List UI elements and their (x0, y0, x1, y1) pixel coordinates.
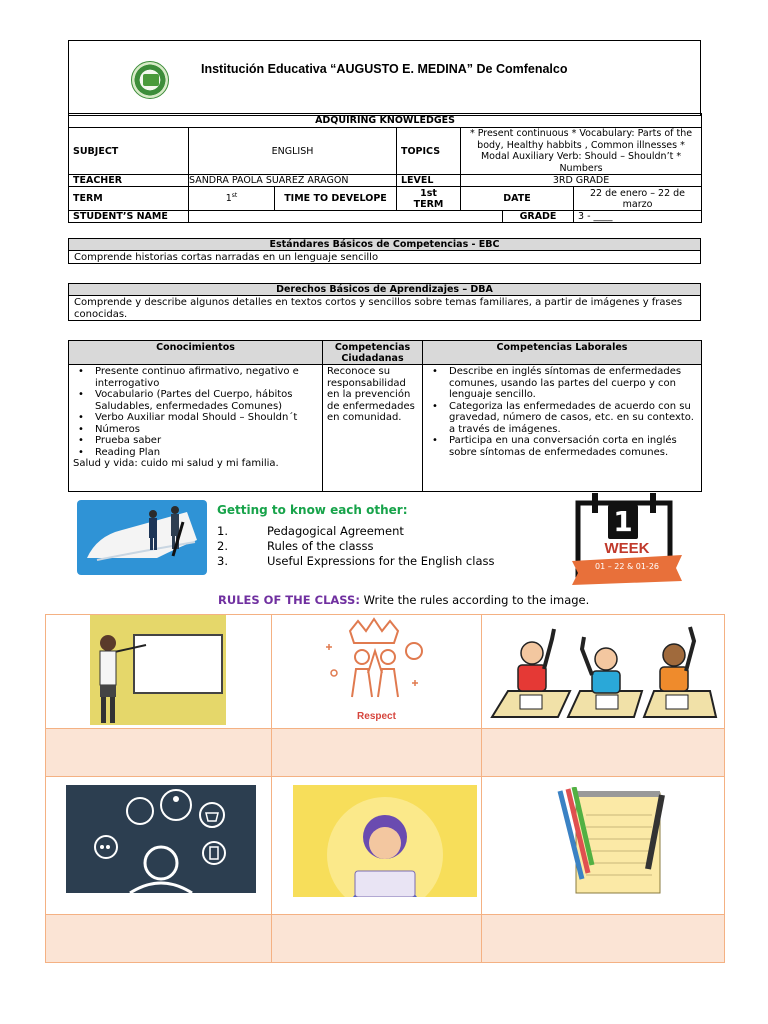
conocimientos-item: • Prueba saber (73, 435, 318, 447)
week-number: 1 (608, 505, 638, 539)
dba-text: Comprende y describe algunos detalles en textos cortos y sencillos sobre temas familiares, a partir de imágenes y frases conocidas. (68, 296, 701, 321)
info-table (68, 113, 702, 223)
grade-label: GRADE (503, 211, 574, 223)
rule-image-cell-3 (482, 615, 725, 729)
section-title: ADQUIRING KNOWLEDGES (69, 114, 702, 128)
topics-value: * Present continuous * Vocabulary: Parts of the body, Healthy habbits , Common illnesses * Modal Auxiliary Verb: Should – Shouldn’t * Numbers (461, 128, 702, 175)
rules-grid (45, 614, 725, 963)
conocimientos-footer: Salud y vida: cuido mi salud y mi familia. (73, 458, 279, 469)
getting-item-text: Useful Expressions for the English class (267, 554, 495, 568)
topics-label: TOPICS (397, 128, 461, 175)
getting-item-number: 1. (217, 524, 228, 538)
rules-heading (218, 593, 589, 607)
teacher-board-illustration (90, 615, 226, 725)
subject-value: ENGLISH (189, 128, 397, 175)
rule-answer-5[interactable] (272, 915, 482, 963)
level-label: LEVEL (397, 175, 461, 187)
notebook-pencils-illustration (552, 787, 674, 897)
respect-illustration (322, 617, 428, 709)
grade-value: 3 - ____ (574, 211, 702, 223)
term-value: 1st (189, 187, 275, 211)
laborales-item: • Describe en inglés síntomas de enfermedades comunes, usando las partes del cuerpo y con lenguaje sencillo. (427, 366, 697, 401)
school-logo-icon (131, 61, 169, 99)
rule-answer-1[interactable] (46, 729, 272, 777)
student-laptop-illustration (293, 785, 477, 897)
dba-title: Derechos Básicos de Aprendizajes – DBA (68, 283, 701, 296)
ciudadanas-cell: Reconoce su responsabilidad en la prevención de enfermedades en comunidad. (323, 365, 423, 492)
rule-answer-4[interactable] (46, 915, 272, 963)
rule-image-cell-5 (272, 777, 482, 915)
student-name-field[interactable] (189, 211, 503, 223)
ebc-text: Comprende historias cortas narradas en un lenguaje sencillo (68, 251, 701, 264)
level-value: 3RD GRADE (461, 175, 702, 187)
ebc-title: Estándares Básicos de Competencias - EBC (68, 238, 701, 251)
rule-answer-2[interactable] (272, 729, 482, 777)
conocimientos-item: • Verbo Auxiliar modal Should – Shouldn´t (73, 412, 318, 424)
student-name-label: STUDENT’S NAME (69, 211, 189, 223)
laborales-header: Competencias Laborales (423, 341, 702, 365)
getting-list-item (217, 539, 517, 554)
subject-label: SUBJECT (69, 128, 189, 175)
laborales-item: • Participa en una conversación corta en inglés sobre síntomas de enfermedades comunes. (427, 435, 697, 458)
conocimientos-item: • Presente continuo afirmativo, negativo e interrogativo (73, 366, 318, 389)
ciudadanas-header: Competencias Ciudadanas (323, 341, 423, 365)
teacher-label: TEACHER (69, 175, 189, 187)
rule-image-cell-6 (482, 777, 725, 915)
institution-name: Institución Educativa “AUGUSTO E. MEDINA” De Comfenalco (201, 62, 568, 76)
rules-label: RULES OF THE CLASS: (218, 593, 360, 607)
conocimientos-item: • Vocabulario (Partes del Cuerpo, hábitos Saludables, enfermedades Comunes) (73, 389, 318, 412)
rule-image-cell-2 (272, 615, 482, 729)
conocimientos-item: • Números (73, 424, 318, 436)
conocimientos-header: Conocimientos (69, 341, 323, 365)
raising-hands-illustration (488, 619, 720, 723)
laborales-item: • Categoriza las enfermedades de acuerdo con su gravedad, número de casos, etc. en su contexto. a través de imágenes. (427, 401, 697, 436)
getting-list-item (217, 524, 517, 539)
agreement-illustration (77, 500, 207, 575)
getting-list (217, 524, 517, 569)
date-label: DATE (461, 187, 574, 211)
rules-instruction: Write the rules according to the image. (359, 593, 590, 607)
term-label: TERM (69, 187, 189, 211)
getting-list-item (217, 554, 517, 569)
rule-answer-6[interactable] (482, 915, 725, 963)
week-dates: 01 – 22 & 01-26 (594, 562, 659, 571)
laborales-cell (423, 365, 702, 492)
rule-image-cell-1 (46, 615, 272, 729)
week-calendar (572, 493, 682, 591)
develop-value: 1st TERM (397, 187, 461, 211)
date-value: 22 de enero – 22 de marzo (574, 187, 702, 211)
rule-image-cell-4 (46, 777, 272, 915)
conocimientos-cell (69, 365, 323, 492)
competencias-table (68, 340, 702, 492)
getting-item-number: 2. (217, 539, 228, 553)
thinking-person-illustration (66, 785, 256, 893)
getting-item-number: 3. (217, 554, 228, 568)
teacher-value: SANDRA PAOLA SUAREZ ARAGON (189, 175, 397, 187)
week-label: WEEK (604, 540, 650, 557)
institution-header (68, 40, 701, 116)
getting-title: Getting to know each other: (217, 503, 408, 517)
getting-item-text: Pedagogical Agreement (267, 524, 404, 538)
getting-item-text: Rules of the classs (267, 539, 374, 553)
conocimientos-item: • Reading Plan (73, 447, 318, 459)
respect-caption: Respect (357, 711, 396, 722)
develop-label: TIME TO DEVELOPE (275, 187, 397, 211)
rule-answer-3[interactable] (482, 729, 725, 777)
